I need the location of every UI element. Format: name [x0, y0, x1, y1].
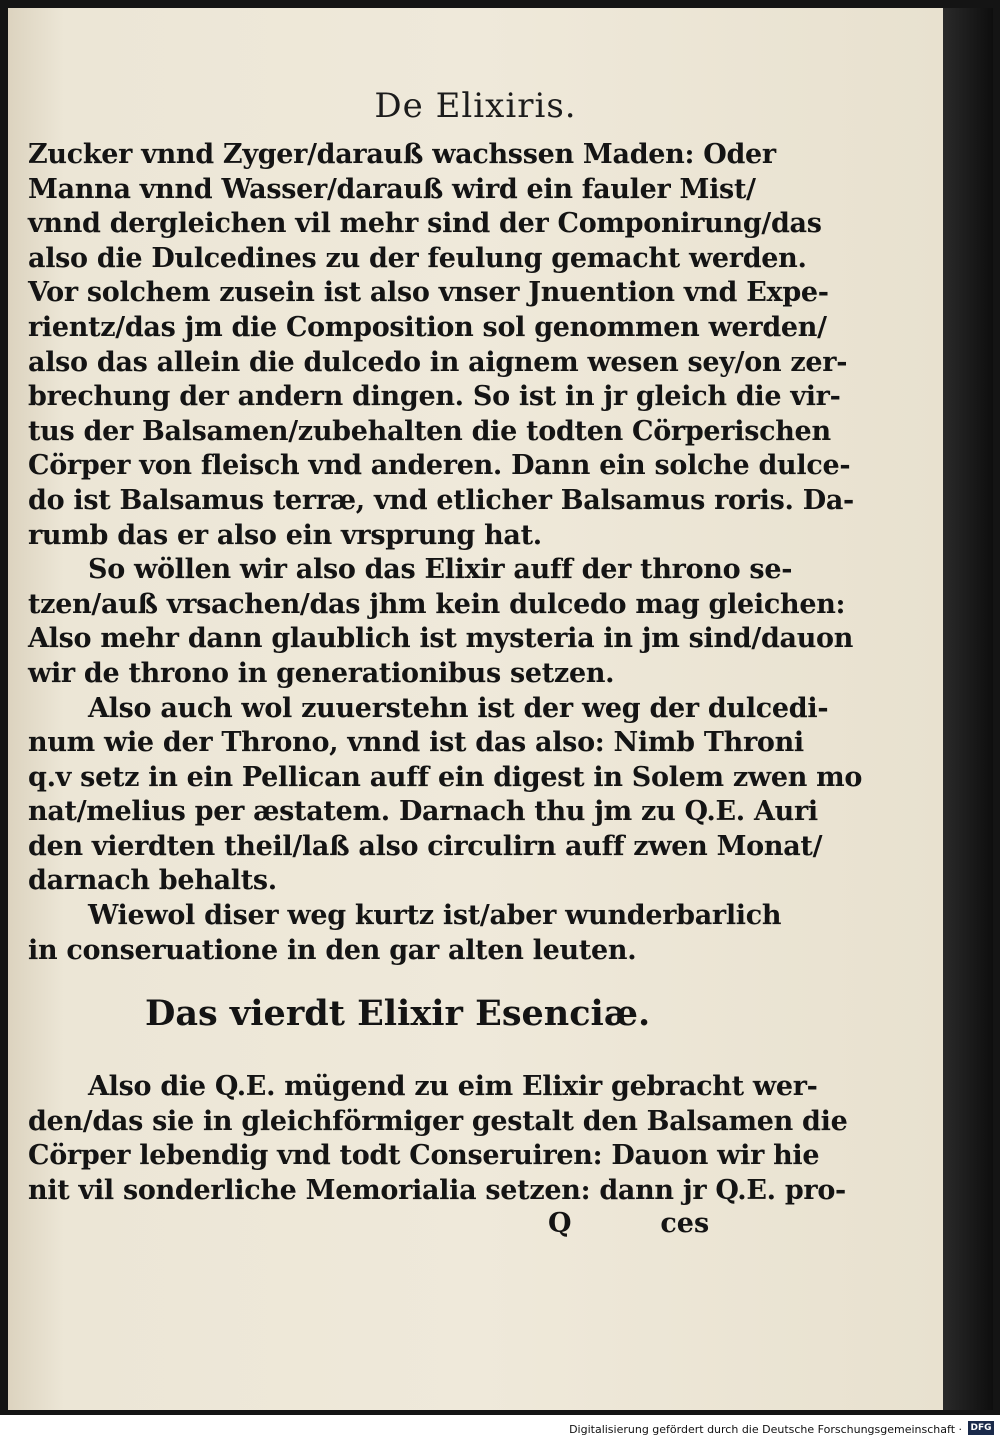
signature-mark: Q: [548, 1208, 572, 1239]
text-line: Also auch wol zuuerstehn ist der weg der dulcedi-: [88, 692, 829, 724]
text-line: also die Dulcedines zu der feulung gemacht werden.: [28, 242, 807, 274]
funding-credit: Digitalisierung gefördert durch die Deutsche Forschungsgemeinschaft ·: [569, 1423, 962, 1436]
text-line: q.v setz in ein Pellican auff ein digest in Solem zwen mo: [28, 761, 863, 793]
text-line: So wöllen wir also das Elixir auff der throno se-: [88, 554, 793, 586]
text-line: Zucker vnnd Zyger/darauß wachssen Maden: Oder: [28, 139, 776, 170]
text-line: nit vil sonderliche Memorialia setzen: dann jr Q.E. pro-: [28, 1174, 846, 1206]
text-line: rumb das er also ein vrsprung hat.: [28, 519, 542, 551]
text-line: also das allein die dulcedo in aignem wesen sey/on zer-: [28, 346, 848, 378]
text-line: num wie der Throno, vnnd ist das also: Nimb Throni: [28, 727, 804, 759]
text-line: Also die Q.E. mügend zu eim Elixir gebracht wer-: [88, 1071, 818, 1102]
text-line: Also mehr dann glaublich ist mysteria in jm sind/dauon: [28, 623, 854, 655]
footer: [0, 1415, 1000, 1443]
text-line: brechung der andern dingen. So ist in jr gleich die vir-: [28, 381, 841, 413]
book-page: [8, 8, 943, 1410]
text-line: vnnd dergleichen vil mehr sind der Componirung/das: [28, 208, 822, 240]
section-heading: Das vierdt Elixir Esenciæ.: [145, 993, 651, 1034]
text-line: nat/melius per æstatem. Darnach thu jm zu Q.E. Auri: [28, 796, 818, 828]
text-line: den vierdten theil/laß also circulirn auff zwen Monat/: [28, 830, 823, 862]
text-line: Vor solchem zusein ist also vnser Jnuention vnd Expe-: [28, 277, 829, 309]
text-line: tus der Balsamen/zubehalten die todten Cörperischen: [28, 415, 831, 447]
text-line: Cörper von fleisch vnd anderen. Dann ein solche dulce-: [28, 450, 851, 482]
main-text-block: [28, 138, 863, 968]
text-line: den/das sie in gleichförmiger gestalt den Balsamen die: [28, 1105, 848, 1137]
catchword-line: [548, 1208, 728, 1239]
catchword: ces: [660, 1208, 710, 1239]
running-head: De Elixiris.: [374, 86, 577, 126]
text-line: rientz/das jm die Composition sol genommen werden/: [28, 311, 827, 343]
text-line: tzen/auß vrsachen/das jhm kein dulcedo mag gleichen:: [28, 588, 846, 620]
dfg-logo-icon: DFG: [968, 1421, 994, 1435]
text-line: Manna vnnd Wasser/darauß wird ein fauler Mist/: [28, 173, 756, 205]
text-line: do ist Balsamus terræ, vnd etlicher Balsamus roris. Da-: [28, 484, 854, 516]
scan-edge: [943, 8, 993, 1410]
text-line: wir de throno in generationibus setzen.: [28, 657, 615, 689]
text-line: Wiewol diser weg kurtz ist/aber wunderbarlich: [88, 900, 782, 932]
section-text-block: [28, 1070, 848, 1208]
text-line: Cörper lebendig vnd todt Conseruiren: Dauon wir hie: [28, 1140, 820, 1172]
text-line: in conseruatione in den gar alten leuten.: [28, 934, 637, 966]
text-line: darnach behalts.: [28, 865, 277, 897]
